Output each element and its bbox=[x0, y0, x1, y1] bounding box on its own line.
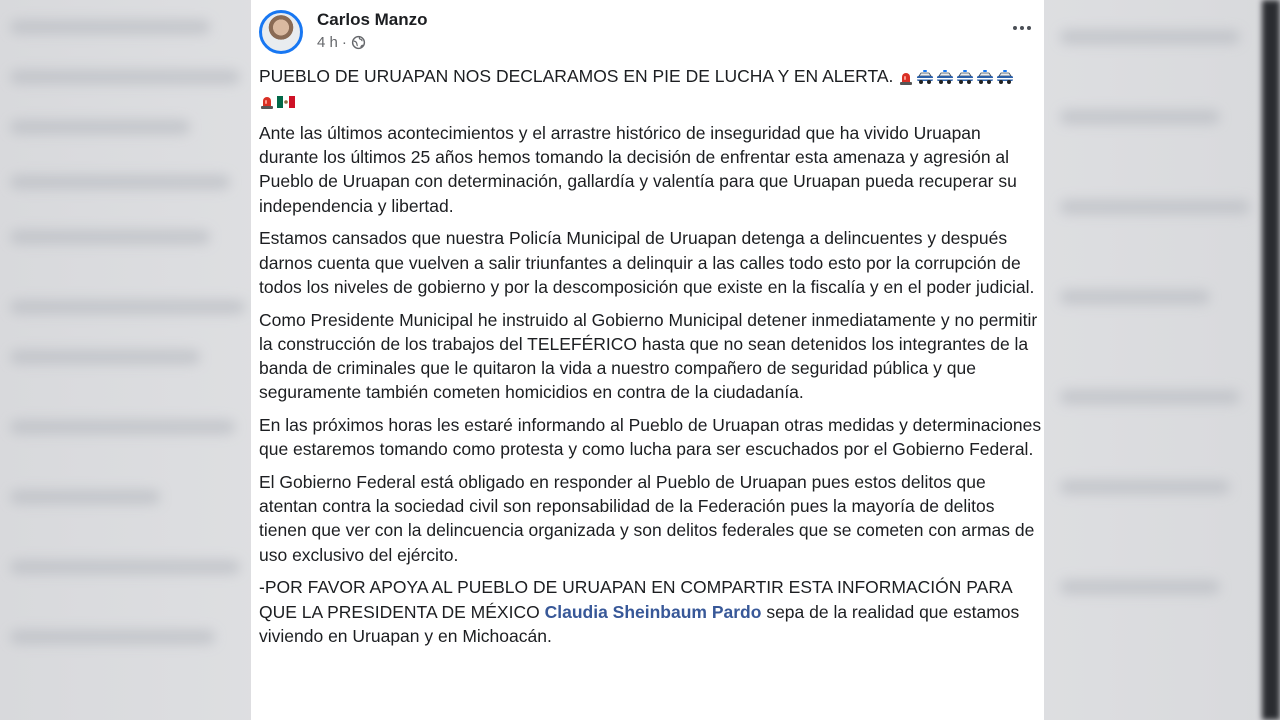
author-name[interactable]: Carlos Manzo bbox=[317, 10, 428, 29]
siren-icon bbox=[259, 93, 275, 110]
post-body bbox=[259, 64, 1044, 657]
blurred-text-line bbox=[1060, 290, 1210, 304]
blurred-text-line bbox=[1060, 30, 1240, 44]
blurred-text-line bbox=[10, 420, 235, 434]
blurred-text-line bbox=[10, 120, 190, 134]
title-text: PUEBLO DE URUAPAN NOS DECLARAMOS EN PIE DE LUCHA Y EN ALERTA. bbox=[259, 66, 894, 86]
post-paragraph: El Gobierno Federal está obligado en responder al Pueblo de Uruapan pues estos delitos que atentan contra la sociedad civil son reponsabilidad de la Federación pues la mayoría de delitos tienen que ver con la delincuencia organizada y son delitos federales que se cometen con armas de uso exclusivo del ejército. bbox=[259, 472, 1035, 565]
blurred-text-line bbox=[10, 175, 230, 189]
blurred-text-line bbox=[10, 350, 200, 364]
police-car-icon bbox=[916, 69, 934, 85]
post-paragraph: Como Presidente Municipal he instruido al Gobierno Municipal detener inmediatamente y no permitir la construcción de los trabajos del TELEFÉRICO hasta que no sean detenidos los integrantes de la banda de criminales que le quitaron la vida a nuestro compañero de seguridad pública y que seguramente también cometen homicidios en contra de la ciudadanía. bbox=[259, 309, 1038, 403]
blurred-edge bbox=[1262, 0, 1280, 720]
post-paragraph: Estamos cansados que nuestra Policía Municipal de Uruapan detenga a delincuentes y después darnos cuenta que vuelven a salir triunfantes a delinquir a las calles todo esto por la corrupción de todos los niveles de gobierno y por la descomposición que existe en la fiscalía y en el poder judicial. bbox=[259, 228, 1035, 297]
post-meta bbox=[317, 34, 366, 51]
blurred-text-line bbox=[10, 490, 160, 504]
title-emojis bbox=[898, 69, 1014, 86]
meta-separator: · bbox=[341, 34, 347, 51]
title-emojis-line-2 bbox=[259, 93, 295, 110]
post-title-line bbox=[259, 64, 1044, 112]
blurred-text-line bbox=[1060, 480, 1230, 494]
post-paragraph-final bbox=[259, 575, 1044, 648]
blurred-text-line bbox=[10, 560, 240, 574]
post-paragraph: Ante las últimos acontecimientos y el arrastre histórico de inseguridad que ha vivido Uruapan durante los últimos 25 años hemos tomando la decisión de enfrentar esta amenaza y agresión al Pueblo de Uruapan con determinación, gallardía y valentía para que Uruapan pueda recuperar su independencia y libertad. bbox=[259, 123, 1017, 216]
police-car-icon bbox=[976, 69, 994, 85]
final-text-before: -POR FAVOR APOYA AL PUEBLO DE URUAPAN EN COMPARTIR ESTA INFORMACIÓN PARA QUE LA PRESIDENTA DE MÉXICO bbox=[259, 577, 1012, 622]
blurred-text-line bbox=[10, 630, 215, 644]
blurred-text-line bbox=[1060, 110, 1220, 124]
blurred-text-line bbox=[10, 70, 240, 84]
police-car-icon bbox=[956, 69, 974, 85]
blurred-text-line bbox=[10, 300, 245, 314]
blurred-text-line bbox=[1060, 200, 1250, 214]
mention-link[interactable]: Claudia Sheinbaum Pardo bbox=[544, 601, 762, 622]
more-options-icon[interactable] bbox=[1008, 18, 1036, 38]
siren-icon bbox=[898, 69, 914, 86]
final-text-after: sepa de la realidad que estamos viviendo en Uruapan y en Michoacán. bbox=[259, 601, 1020, 646]
blurred-text-line bbox=[1060, 390, 1240, 404]
blurred-text-line bbox=[10, 230, 210, 244]
author-avatar[interactable] bbox=[259, 10, 303, 54]
post-time[interactable]: 4 h bbox=[317, 34, 338, 51]
mexico-flag-icon bbox=[277, 94, 295, 110]
globe-icon[interactable] bbox=[351, 35, 366, 50]
post-paragraph: En las próximos horas les estaré informando al Pueblo de Uruapan otras medidas y determinaciones que estaremos tomando como protesta y como lucha para ser escuchados por el Gobierno Federal. bbox=[259, 415, 1042, 460]
blurred-text-line bbox=[1060, 580, 1220, 594]
blurred-text-line bbox=[10, 20, 210, 34]
police-car-icon bbox=[936, 69, 954, 85]
post-header bbox=[259, 8, 1036, 56]
police-car-icon bbox=[996, 69, 1014, 85]
facebook-post bbox=[251, 0, 1044, 720]
